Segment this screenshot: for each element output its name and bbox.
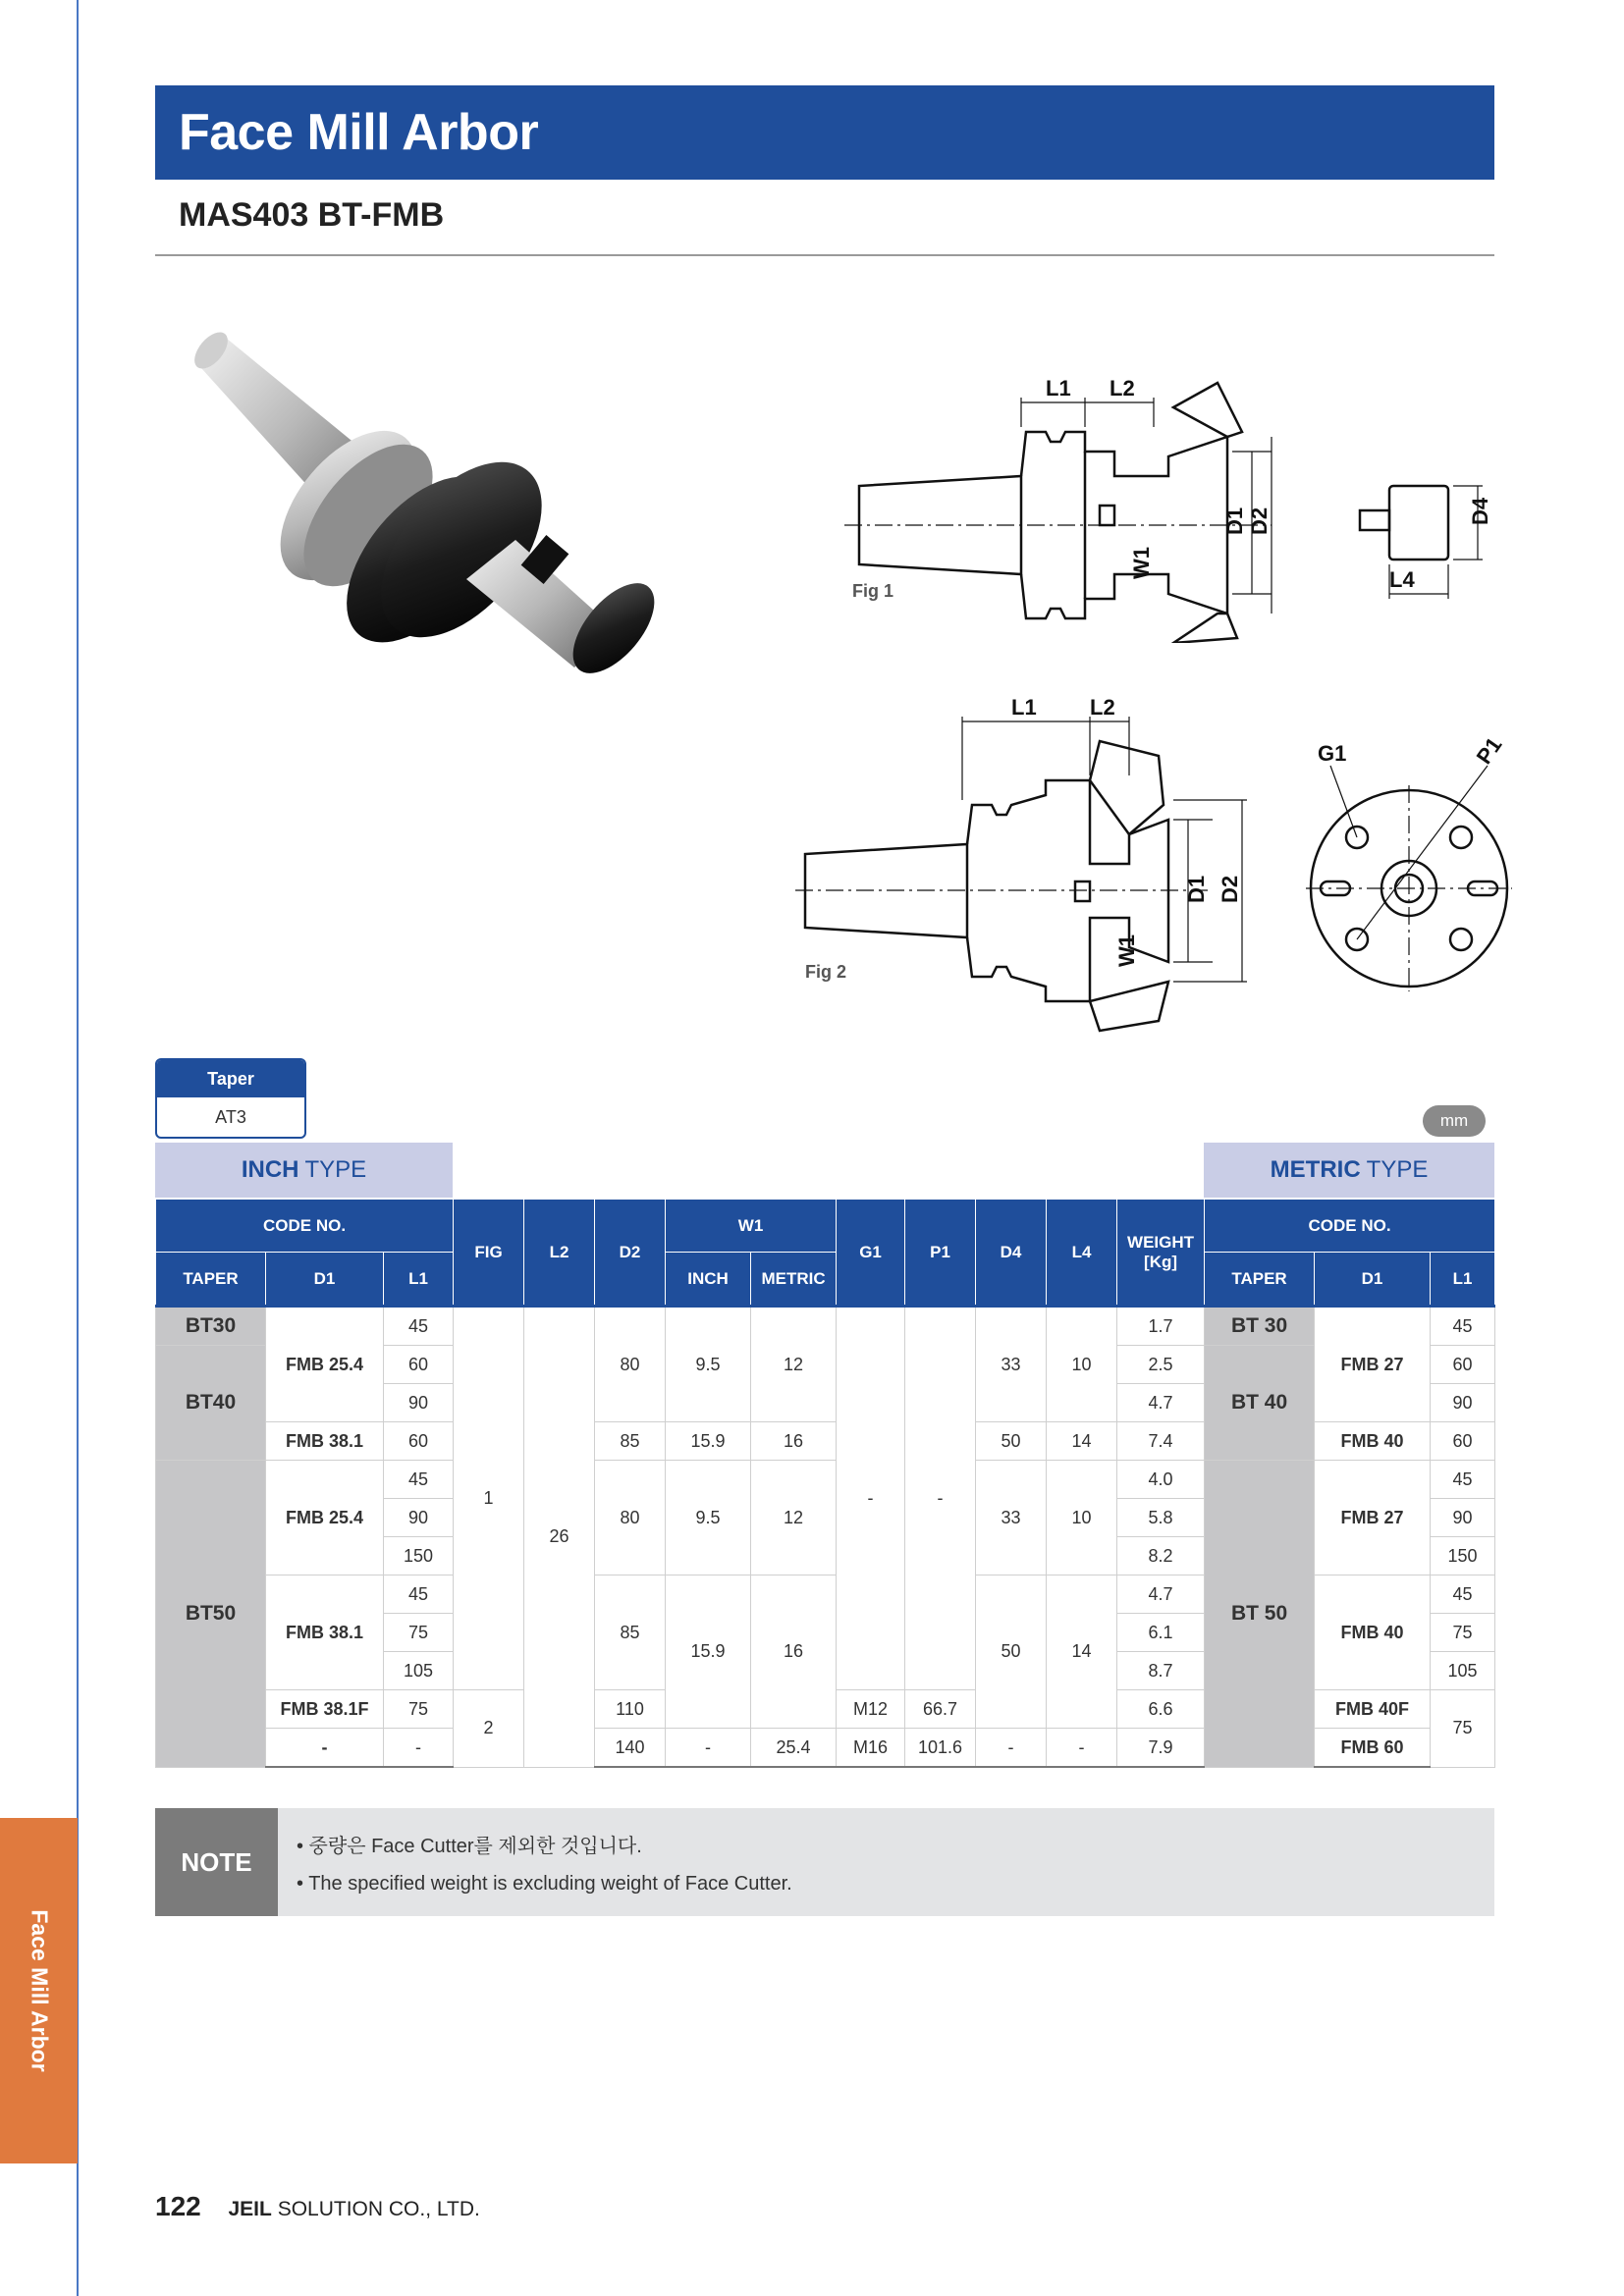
p1-cell: 101.6	[905, 1729, 976, 1768]
fig-cell: 2	[454, 1690, 524, 1768]
g1-cell: M12	[837, 1690, 905, 1729]
g1-cell: M16	[837, 1729, 905, 1768]
taper-legend	[155, 1058, 306, 1139]
company-name: JEIL SOLUTION CO., LTD.	[228, 2198, 480, 2220]
metric-type-header: METRIC TYPE	[1204, 1143, 1494, 1198]
d2-cell: 80	[595, 1307, 666, 1422]
dim-d2: D2	[1247, 507, 1272, 535]
metric-l1-cell: 90	[1431, 1384, 1495, 1422]
fig-cell: 1	[454, 1307, 524, 1690]
l2-cell: 26	[524, 1307, 595, 1768]
th-d1: D1	[266, 1253, 384, 1307]
metric-taper-cell: BT 30	[1205, 1307, 1315, 1346]
metric-code-cell: FMB 40	[1315, 1575, 1431, 1690]
note-label: NOTE	[155, 1808, 278, 1916]
d4-cell: 50	[976, 1422, 1047, 1461]
th-metric-d1: D1	[1315, 1253, 1431, 1307]
note-box	[155, 1808, 1494, 1916]
l4-cell: 14	[1047, 1575, 1117, 1729]
l1-cell: 45	[384, 1461, 454, 1499]
l1-cell: 90	[384, 1384, 454, 1422]
fig2-dim-d1: D1	[1184, 875, 1209, 903]
taper-cell: BT30	[156, 1307, 266, 1346]
table-row	[156, 1307, 1495, 1346]
l1-cell: 45	[384, 1307, 454, 1346]
th-d2: D2	[595, 1200, 666, 1307]
l1-cell: 60	[384, 1346, 454, 1384]
metric-code-cell: FMB 60	[1315, 1729, 1431, 1768]
d2-cell: 80	[595, 1461, 666, 1575]
l1-cell: 75	[384, 1614, 454, 1652]
d4-cell: -	[976, 1729, 1047, 1768]
weight-cell: 4.0	[1117, 1461, 1205, 1499]
d2-cell: 85	[595, 1575, 666, 1690]
w1-metric-cell: 16	[751, 1422, 837, 1461]
inch-type-header: INCH TYPE	[155, 1143, 453, 1198]
table-row	[156, 1461, 1495, 1499]
fig2-dim-l1: L1	[1011, 697, 1037, 720]
weight-cell: 8.7	[1117, 1652, 1205, 1690]
fig2-label: Fig 2	[805, 962, 847, 982]
p1-cell: 66.7	[905, 1690, 976, 1729]
w1-inch-cell: 15.9	[666, 1422, 751, 1461]
dim-l4: L4	[1389, 567, 1415, 592]
weight-cell: 8.2	[1117, 1537, 1205, 1575]
weight-cell: 4.7	[1117, 1575, 1205, 1614]
th-taper: TAPER	[156, 1253, 266, 1307]
note-line-english: • The specified weight is excluding weight of Face Cutter.	[297, 1873, 792, 1895]
title-bar	[155, 85, 1494, 180]
th-code-no: CODE NO.	[156, 1200, 454, 1253]
weight-cell: 7.9	[1117, 1729, 1205, 1768]
weight-cell: 2.5	[1117, 1346, 1205, 1384]
dim-d1: D1	[1222, 507, 1247, 535]
w1-metric-cell: 25.4	[751, 1729, 837, 1768]
th-w1-metric: METRIC	[751, 1253, 837, 1307]
l4-cell: 10	[1047, 1461, 1117, 1575]
fig2-dim-d2: D2	[1218, 875, 1242, 903]
unit-badge: mm	[1423, 1105, 1486, 1137]
spec-table	[155, 1199, 1495, 1768]
code-cell: FMB 38.1	[266, 1422, 384, 1461]
w1-metric-cell: 12	[751, 1307, 837, 1422]
fig2-drawing	[795, 697, 1267, 1041]
d2-cell: 140	[595, 1729, 666, 1768]
l1-cell: -	[384, 1729, 454, 1768]
metric-l1-cell: 45	[1431, 1307, 1495, 1346]
th-weight: WEIGHT [Kg]	[1117, 1200, 1205, 1307]
fig2-front-view	[1296, 731, 1522, 1001]
w1-inch-cell: 9.5	[666, 1307, 751, 1422]
th-metric-taper: TAPER	[1205, 1253, 1315, 1307]
page-subtitle: MAS403 BT-FMB	[179, 196, 445, 234]
weight-cell: 1.7	[1117, 1307, 1205, 1346]
metric-l1-cell: 60	[1431, 1422, 1495, 1461]
dim-g1: G1	[1318, 741, 1347, 766]
l1-cell: 75	[384, 1690, 454, 1729]
weight-cell: 4.7	[1117, 1384, 1205, 1422]
metric-code-cell: FMB 40	[1315, 1422, 1431, 1461]
page-title: Face Mill Arbor	[179, 104, 539, 161]
metric-l1-cell: 45	[1431, 1575, 1495, 1614]
th-p1: P1	[905, 1200, 976, 1307]
dim-d4: D4	[1468, 497, 1492, 525]
side-tab-label: Face Mill Arbor	[27, 1909, 53, 2072]
weight-cell: 6.1	[1117, 1614, 1205, 1652]
dim-l2: L2	[1110, 376, 1135, 400]
metric-l1-cell: 90	[1431, 1499, 1495, 1537]
taper-cell: BT50	[156, 1461, 266, 1768]
l4-cell: 14	[1047, 1422, 1117, 1461]
l1-cell: 90	[384, 1499, 454, 1537]
metric-code-cell: FMB 40F	[1315, 1690, 1431, 1729]
l1-cell: 105	[384, 1652, 454, 1690]
th-metric-l1: L1	[1431, 1253, 1495, 1307]
fig1-key-drawing	[1355, 461, 1492, 609]
note-line-korean: • 중량은 Face Cutter를 제외한 것입니다.	[297, 1836, 642, 1857]
th-g1: G1	[837, 1200, 905, 1307]
metric-taper-cell: BT 40	[1205, 1346, 1315, 1461]
weight-cell: 7.4	[1117, 1422, 1205, 1461]
fig2-dim-l2: L2	[1090, 697, 1115, 720]
l4-cell: 10	[1047, 1307, 1117, 1422]
p1-cell: -	[905, 1307, 976, 1690]
taper-legend-value: AT3	[215, 1106, 246, 1127]
l4-cell: -	[1047, 1729, 1117, 1768]
code-cell: FMB 38.1F	[266, 1690, 384, 1729]
code-cell: FMB 25.4	[266, 1307, 384, 1422]
weight-cell: 6.6	[1117, 1690, 1205, 1729]
g1-cell: -	[837, 1307, 905, 1690]
metric-code-cell: FMB 27	[1315, 1307, 1431, 1422]
w1-metric-cell: 16	[751, 1575, 837, 1729]
w1-inch-cell: 9.5	[666, 1461, 751, 1575]
metric-code-cell: FMB 27	[1315, 1461, 1431, 1575]
dim-w1: W1	[1129, 547, 1154, 579]
metric-l1-cell: 105	[1431, 1652, 1495, 1690]
metric-taper-cell: BT 50	[1205, 1461, 1315, 1768]
dim-l1: L1	[1046, 376, 1071, 400]
l1-cell: 45	[384, 1575, 454, 1614]
page-number: 122	[155, 2191, 201, 2221]
d2-cell: 85	[595, 1422, 666, 1461]
d4-cell: 33	[976, 1307, 1047, 1422]
d4-cell: 50	[976, 1575, 1047, 1729]
l1-cell: 60	[384, 1422, 454, 1461]
weight-cell: 5.8	[1117, 1499, 1205, 1537]
code-cell: FMB 25.4	[266, 1461, 384, 1575]
w1-inch-cell: -	[666, 1729, 751, 1768]
th-w1: W1	[666, 1200, 837, 1253]
code-cell: FMB 38.1	[266, 1575, 384, 1690]
th-l2: L2	[524, 1200, 595, 1307]
code-cell: -	[266, 1729, 384, 1768]
side-tab	[0, 1818, 78, 2163]
metric-l1-cell: 45	[1431, 1461, 1495, 1499]
th-metric-code-no: CODE NO.	[1205, 1200, 1495, 1253]
d4-cell: 33	[976, 1461, 1047, 1575]
th-d4: D4	[976, 1200, 1047, 1307]
product-photo	[182, 294, 692, 687]
metric-l1-cell: 75	[1431, 1614, 1495, 1652]
metric-l1-cell: 60	[1431, 1346, 1495, 1384]
th-l4: L4	[1047, 1200, 1117, 1307]
subtitle-divider	[155, 254, 1494, 256]
th-l1: L1	[384, 1253, 454, 1307]
w1-inch-cell: 15.9	[666, 1575, 751, 1729]
footer	[155, 2191, 480, 2222]
th-fig: FIG	[454, 1200, 524, 1307]
metric-l1-cell: 150	[1431, 1537, 1495, 1575]
dim-p1: P1	[1471, 732, 1507, 769]
fig1-drawing	[839, 368, 1301, 643]
fig2-dim-w1: W1	[1114, 934, 1139, 967]
taper-legend-header: Taper	[157, 1060, 304, 1097]
metric-l1-cell: 75	[1431, 1690, 1495, 1768]
l1-cell: 150	[384, 1537, 454, 1575]
w1-metric-cell: 12	[751, 1461, 837, 1575]
taper-cell: BT40	[156, 1346, 266, 1461]
d2-cell: 110	[595, 1690, 666, 1729]
th-w1-inch: INCH	[666, 1253, 751, 1307]
fig1-label: Fig 1	[852, 581, 894, 601]
